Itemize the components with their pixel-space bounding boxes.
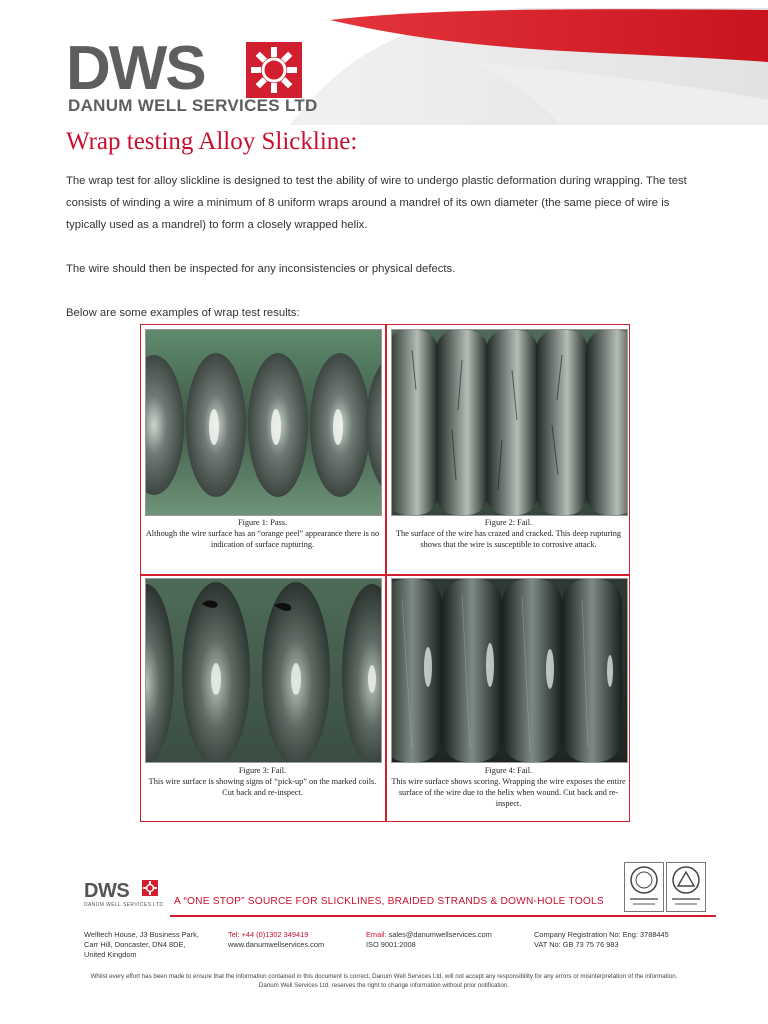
- figure-3-caption: [145, 765, 380, 798]
- figure-2-text: The surface of the wire has crazed and cracked. This deep rupturing shows that the wire is susceptible to corrosive attack.: [395, 529, 622, 549]
- footer-address: [84, 930, 199, 960]
- accreditation-icon: [666, 862, 706, 912]
- figure-1-photo: [145, 329, 382, 516]
- inspection-paragraph: The wire should then be inspected for any inconsistencies or physical defects.: [66, 263, 456, 275]
- address-line: United Kingdom: [84, 950, 137, 959]
- footer-disclaimer: Whilst every effort has been made to ensure that the information contained in this document is correct, Danum Well Services Ltd. will not accept any responsibility for any errors or misinterpretation of the information. Danum Well Services Ltd. reserves the right to change information without prior notification.: [90, 973, 678, 989]
- figure-4-label: Figure 4: Fail.: [484, 766, 533, 775]
- website-link[interactable]: www.danumwellservices.com: [228, 940, 325, 949]
- email-link[interactable]: Email: sales@danumwellservices.com: [366, 930, 492, 939]
- logo-wordmark: DWS: [66, 34, 205, 103]
- gear-logo-icon: [246, 42, 302, 98]
- footer-email-iso: [366, 930, 492, 950]
- figure-2-caption: [391, 517, 626, 550]
- figure-4-text: This wire surface shows scoring. Wrapping the wire exposes the entire surface of the wire due to the helix when wound. Cut back and re-inspect.: [391, 777, 626, 808]
- figure-1-caption: [145, 517, 380, 550]
- footer-rule: [170, 915, 716, 917]
- iso-certification-icon: [624, 862, 664, 912]
- figure-2-photo: [391, 329, 628, 516]
- footer-logo-wordmark: DWS: [84, 880, 130, 902]
- figure-3-label: Figure 3: Fail.: [238, 766, 287, 775]
- footer-company-name: DANUM WELL SERVICES LTD: [84, 902, 164, 908]
- company-registration: Company Registration No: Eng: 3788445: [534, 930, 669, 939]
- address-line: Carr Hill, Doncaster, DN4 8DE,: [84, 940, 186, 949]
- table-divider: [141, 574, 629, 576]
- footer-gear-logo-icon: [142, 880, 158, 896]
- footer-slogan: A “ONE STOP” SOURCE FOR SLICKLINES, BRAIDED STRANDS & DOWN-HOLE TOOLS: [174, 896, 604, 907]
- company-name: DANUM WELL SERVICES LTD: [68, 96, 318, 115]
- intro-paragraph: The wrap test for alloy slickline is designed to test the ability of wire to undergo plastic deformation during wrapping. The test consists of winding a wire a minimum of 8 uniform wraps around a mandrel of its own diameter (the same piece of wire is typically used as a mandrel) to form a closely wrapped helix.: [66, 175, 687, 231]
- figure-3-text: This wire surface is showing signs of “pick-up” on the marked coils. Cut back and re-inspect.: [148, 777, 377, 797]
- table-divider: [385, 325, 387, 821]
- figure-1-text: Although the wire surface has an “orange peel” appearance there is no indication of surface rupturing.: [145, 529, 380, 549]
- figure-4-photo: [391, 578, 628, 763]
- footer-registration: [534, 930, 669, 950]
- figure-3-photo: [145, 578, 382, 763]
- iso-standard: ISO 9001:2008: [366, 940, 416, 949]
- examples-intro: Below are some examples of wrap test results:: [66, 307, 300, 319]
- wrap-test-results-table: [140, 324, 630, 822]
- address-line: Welltech House, J3 Business Park,: [84, 930, 199, 939]
- figure-4-caption: [391, 765, 626, 809]
- page-title: Wrap testing Alloy Slickline:: [66, 128, 358, 155]
- telephone[interactable]: Tel: +44 (0)1302 349419: [228, 930, 309, 939]
- figure-2-label: Figure 2: Fail.: [484, 518, 533, 527]
- vat-number: VAT No: GB 73 75 76 983: [534, 940, 619, 949]
- figure-1-label: Figure 1: Pass.: [237, 518, 288, 527]
- footer-contact: [228, 930, 324, 950]
